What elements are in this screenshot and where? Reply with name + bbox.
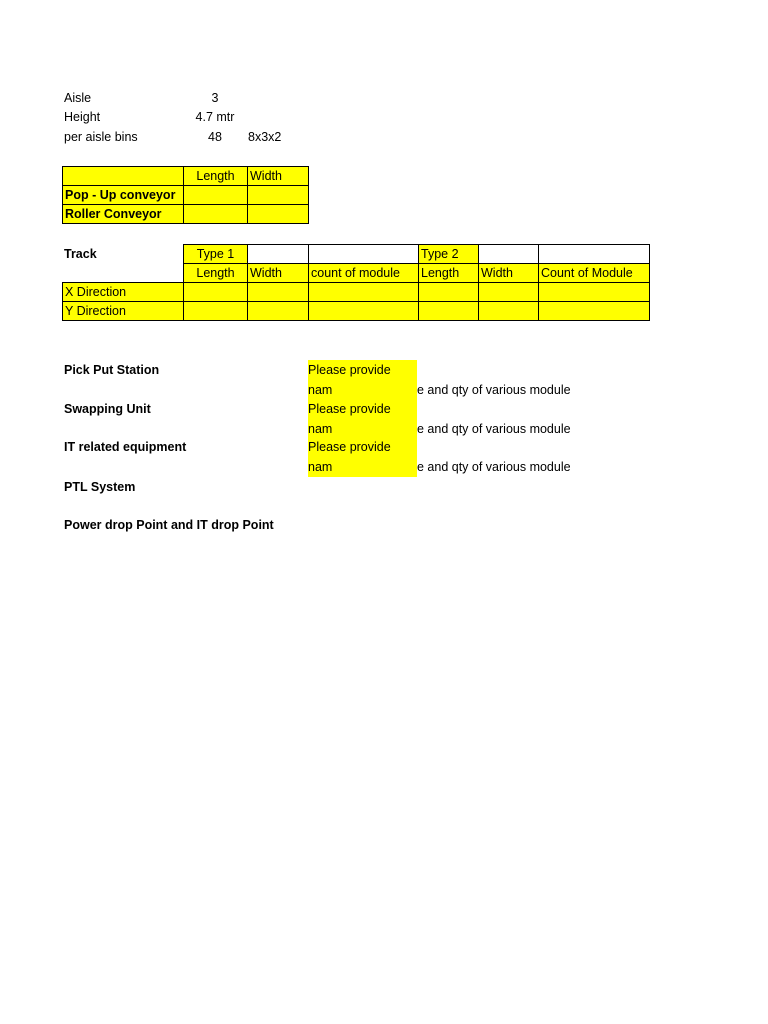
conveyor-length-cell[interactable]	[184, 205, 248, 224]
swapping-unit-note	[308, 399, 571, 436]
conveyor-header-width[interactable]: Width	[248, 167, 309, 186]
track-cell[interactable]	[419, 302, 479, 321]
track-cell[interactable]	[479, 283, 539, 302]
track-type2-cell[interactable]: Type 2	[419, 245, 479, 264]
it-equipment-note	[308, 437, 571, 474]
bins-config: 8x3x2	[248, 130, 282, 144]
aisle-label: Aisle	[64, 91, 92, 105]
note-highlight: Please provide nam	[308, 399, 417, 439]
note-highlight: Please provide nam	[308, 360, 417, 400]
ptl-system-label: PTL System	[64, 480, 136, 494]
conveyor-length-cell[interactable]	[184, 186, 248, 205]
power-drop-label: Power drop Point and IT drop Point	[64, 518, 274, 532]
conveyor-row	[63, 205, 309, 224]
conveyor-width-cell[interactable]	[248, 186, 309, 205]
height-label: Height	[64, 110, 101, 124]
track-subheader-length2[interactable]: Length	[419, 264, 479, 283]
track-type-header	[183, 244, 650, 264]
track-cell[interactable]	[309, 283, 419, 302]
note-rest: e and qty of various module	[417, 383, 571, 397]
track-empty-cell[interactable]	[539, 245, 650, 264]
track-empty-cell[interactable]	[479, 245, 539, 264]
track-empty-cell[interactable]	[248, 245, 309, 264]
track-cell[interactable]	[184, 283, 248, 302]
track-subheader-row	[63, 264, 650, 283]
pick-put-station-label: Pick Put Station	[64, 363, 160, 377]
note-highlight: Please provide nam	[308, 437, 417, 477]
track-subheader-count1[interactable]: count of module	[309, 264, 419, 283]
bins-label: per aisle bins	[64, 130, 138, 144]
track-row	[63, 283, 650, 302]
conveyor-header-row	[63, 167, 309, 186]
track-cell[interactable]	[248, 302, 309, 321]
conveyor-row	[63, 186, 309, 205]
track-table	[62, 263, 650, 321]
conveyor-row-label[interactable]: Pop - Up conveyor	[63, 186, 184, 205]
height-value: 4.7 mtr	[195, 110, 235, 124]
track-empty-cell[interactable]	[309, 245, 419, 264]
note-rest: e and qty of various module	[417, 422, 571, 436]
swapping-unit-label: Swapping Unit	[64, 402, 151, 416]
conveyor-header-length[interactable]: Length	[184, 167, 248, 186]
track-row-label[interactable]: Y Direction	[63, 302, 184, 321]
track-subheader-count2[interactable]: Count of Module	[539, 264, 650, 283]
track-subheader-width2[interactable]: Width	[479, 264, 539, 283]
track-type-row	[184, 245, 650, 264]
track-label: Track	[64, 247, 97, 261]
bins-value: 48	[208, 130, 222, 144]
pick-put-station-note	[308, 360, 571, 397]
track-cell[interactable]	[479, 302, 539, 321]
track-row-label[interactable]: X Direction	[63, 283, 184, 302]
track-corner-blank	[63, 264, 184, 283]
track-subheader-width1[interactable]: Width	[248, 264, 309, 283]
note-rest: e and qty of various module	[417, 460, 571, 474]
conveyor-table	[62, 166, 309, 224]
conveyor-header-blank[interactable]	[63, 167, 184, 186]
track-cell[interactable]	[184, 302, 248, 321]
it-equipment-label: IT related equipment	[64, 440, 187, 454]
track-type1-cell[interactable]: Type 1	[184, 245, 248, 264]
conveyor-width-cell[interactable]	[248, 205, 309, 224]
track-subheader-length1[interactable]: Length	[184, 264, 248, 283]
track-cell[interactable]	[539, 302, 650, 321]
track-cell[interactable]	[539, 283, 650, 302]
aisle-value: 3	[211, 91, 219, 105]
track-cell[interactable]	[419, 283, 479, 302]
track-cell[interactable]	[309, 302, 419, 321]
conveyor-row-label[interactable]: Roller Conveyor	[63, 205, 184, 224]
track-row	[63, 302, 650, 321]
track-cell[interactable]	[248, 283, 309, 302]
